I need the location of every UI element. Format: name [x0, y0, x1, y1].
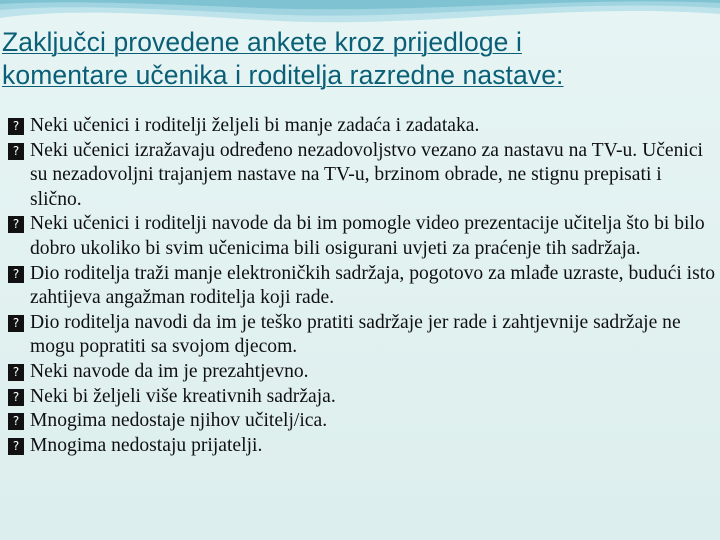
- bullet-list: [8, 114, 716, 458]
- list-item: [8, 434, 716, 459]
- list-item-text: Neki navode da im je prezahtjevno.: [30, 360, 309, 382]
- missing-glyph-box-icon: ?: [8, 216, 24, 233]
- list-item: [8, 385, 716, 410]
- list-item-text: Neki učenici i roditelji navode da bi im pomogle video prezentacije učitelja što bi bilo dobro ukoliko bi svim učenicima bili osigurani uvjeti za praćenje tih sadržaja.: [30, 213, 705, 259]
- missing-glyph-box-icon: ?: [8, 413, 24, 430]
- list-item: [8, 360, 716, 385]
- missing-glyph-box-icon: ?: [8, 438, 24, 455]
- title-line-2: komentare učenika i roditelja razredne nastave:: [2, 60, 564, 90]
- list-item: [8, 311, 716, 360]
- list-item: [8, 262, 716, 311]
- missing-glyph-box-icon: ?: [8, 118, 24, 135]
- list-item-text: Mnogima nedostaje njihov učitelj/ica.: [30, 410, 328, 432]
- list-item-text: Neki bi željeli više kreativnih sadržaja.: [30, 385, 336, 407]
- list-item-text: Neki učenici izražavaju određeno nezadovoljstvo vezano za nastavu na TV-u. Učenici su nezadovoljni trajanjem nastave na TV-u, brzinom obrade, ne stignu prepisati i slično.: [30, 139, 703, 210]
- missing-glyph-box-icon: ?: [8, 315, 24, 332]
- missing-glyph-box-icon: ?: [8, 389, 24, 406]
- list-item-text: Neki učenici i roditelji željeli bi manje zadaća i zadataka.: [30, 115, 480, 136]
- page-title: [2, 26, 718, 92]
- missing-glyph-box-icon: ?: [8, 266, 24, 283]
- list-item: [8, 409, 716, 434]
- list-item: [8, 212, 716, 261]
- list-item: [8, 114, 716, 139]
- list-item: [8, 139, 716, 213]
- title-line-1: Zaključci provedene ankete kroz prijedloge i: [2, 27, 522, 57]
- list-item-text: Dio roditelja traži manje elektroničkih sadržaja, pogotovo za mlađe uzraste, budući isto zahtijeva angažman roditelja koji rade.: [30, 262, 715, 309]
- list-item-text: Dio roditelja navodi da im je teško pratiti sadržaje jer rade i zahtjevnije sadržaje ne mogu popratiti sa svojom djecom.: [30, 311, 681, 358]
- list-item-text: Mnogima nedostaju prijatelji.: [30, 434, 263, 456]
- missing-glyph-box-icon: ?: [8, 143, 24, 160]
- missing-glyph-box-icon: ?: [8, 364, 24, 381]
